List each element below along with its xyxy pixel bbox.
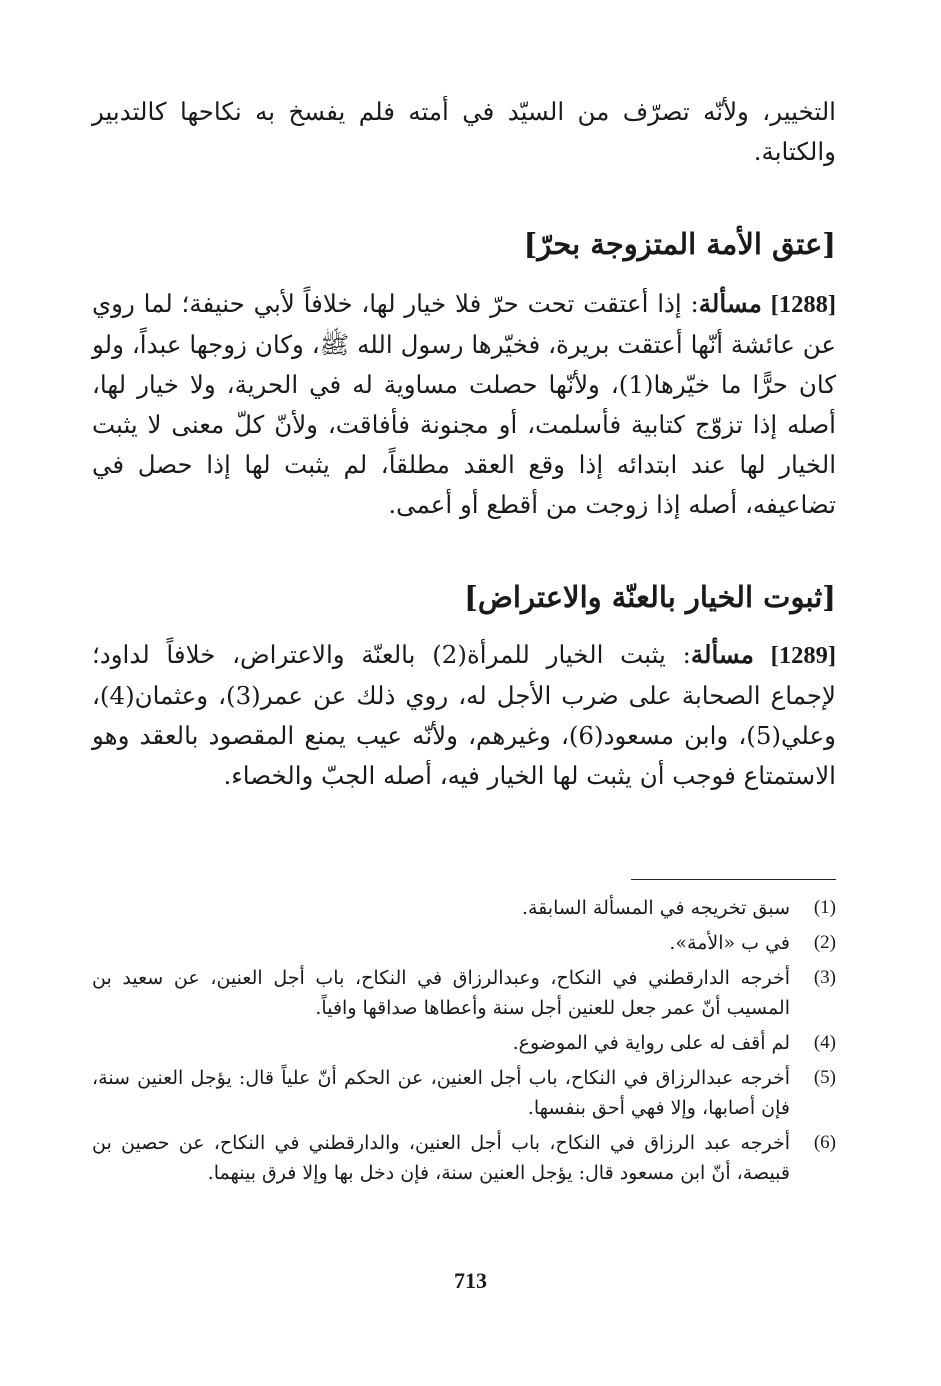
footnote-number: (2)	[813, 932, 836, 953]
footnote-item	[92, 893, 836, 923]
footnote-number: (6)	[813, 1132, 836, 1153]
issue-number-1: [1288]	[770, 291, 837, 318]
footnote-text: في ب «الأمة».	[669, 932, 790, 954]
section-heading-1: [عتق الأمة المتزوجة بحرّ]	[523, 227, 836, 261]
footnote-item	[92, 1128, 836, 1188]
footnote-text: أخرجه الدارقطني في النكاح، وعبدالرزاق في النكاح، باب أجل العنين، عن سعيد بن المسيب أنّ عمر جعل للعنين أجل سنة وأعطاها صداقها وافياً.	[92, 967, 790, 1019]
footnote-item	[92, 928, 836, 958]
issue-keyword-1: مسألة	[698, 289, 762, 318]
footnote-text: أخرجه عبدالرزاق في النكاح، باب أجل العنين، عن الحكم أنّ علياً قال: يؤجل العنين سنة، فإن أصابها، وإلا فهي أحق بنفسها.	[92, 1067, 790, 1119]
page-number: 713	[454, 1268, 487, 1293]
issue-keyword-2: مسألة	[690, 640, 754, 669]
footnote-text: سبق تخريجه في المسألة السابقة.	[521, 897, 790, 919]
footnote-item	[92, 1028, 836, 1058]
footnote-number: (5)	[813, 1067, 836, 1088]
issue-number-2: [1289]	[770, 642, 836, 669]
page-body	[92, 92, 836, 796]
footnote-separator	[631, 879, 836, 880]
section-heading-2: [ثبوت الخيار بالعنّة والاعتراض]	[464, 580, 836, 614]
intro-paragraph: التخيير، ولأنّه تصرّف من السيّد في أمته فلم يفسخ به نكاحها كالتدبير والكتابة.	[92, 97, 836, 166]
footnote-item	[92, 1063, 836, 1123]
issue-text-2: : يثبت الخيار للمرأة(2) بالعنّة والاعتراض، خلافاً لداود؛ لإجماع الصحابة على ضرب الأجل له، روي ذلك عن عمر(3)، وعثمان(4)، وعلي(5)، وابن مسعود(6)، وغيرهم، ولأنّه عيب يمنع المقصود بالعقد وهو الاستمتاع فوجب أن يثبت لها الخيار فيه، أصله الجبّ والخصاء.	[92, 640, 836, 790]
footnote-number: (1)	[813, 897, 836, 918]
footnotes-list	[92, 893, 836, 1193]
footnote-text: أخرجه عبد الرزاق في النكاح، باب أجل العنين، والدارقطني في النكاح، عن حصين بن قبيصة، أنّ ابن مسعود قال: يؤجل العنين سنة، فإن دخل بها وإلا فرق بينهما.	[92, 1132, 791, 1184]
footnote-text: لم أقف له على رواية في الموضوع.	[512, 1032, 790, 1054]
issue-text-1: : إذا أعتقت تحت حرّ فلا خيار لها، خلافاً لأبي حنيفة؛ لما روي عن عائشة أنّها أعتقت بريرة، فخيّرها رسول الله ﷺ، وكان زوجها عبداً، ولو كان حرًّا ما خيّرها(1)، ولأنّها حصلت مساوية له في الحرية، ولا خيار لها، أصله إذا تزوّج كتابية فأسلمت، أو مجنونة فأفاقت، ولأنّ كلّ معنى لا يثبت الخيار لها عند ابتدائه إذا وقع العقد مطلقاً، لم يثبت لها إذا حصل في تضاعيفه، أصله إذا زوجت من أقطع أو أعمى.	[92, 289, 836, 519]
footnote-number: (3)	[813, 967, 836, 988]
footnote-number: (4)	[813, 1032, 836, 1053]
section-paragraph-1	[92, 284, 836, 525]
footnote-item	[92, 963, 836, 1023]
section-paragraph-2	[92, 635, 836, 796]
